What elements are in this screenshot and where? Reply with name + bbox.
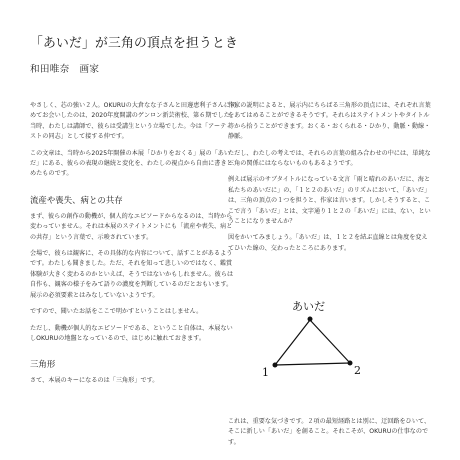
paragraph: 会場で、彼らは観客に、その具体的な内容について、話すことがあるようです。わたしも聞きました。ただ、それを知って悲しいのではなく、鑑賞体験が大きく変わるのかといえば、そうではないかもしれません。彼らは自作も、観客の様子をみて語りの濃度を判断しているのだとおもいます。展示の必須要素とはみなしていないようです。: [30, 250, 234, 299]
paragraph: さて、本展のキーになるのは「三角形」です。: [30, 377, 159, 385]
vertex-label-1: 1: [262, 366, 269, 379]
paragraph: やさしく、芯の強い２人。OKURUの大倉なな子さんと田邊恵利子さんに初めてお会いしたのは、2020年度開講のゲンロン新芸術校、第６期でした。当時、わたしは講師で、彼らは受講生という立場でした。今は「アーティストの同志」として接する仲です。: [30, 102, 237, 141]
vertex-label-aida: あいだ: [292, 300, 325, 313]
paragraph: 作家の説明によると、展示内にちらばる三角形の頂点には、それぞれ言葉をあてはめることができるそうです。それらはステイトメントやタイトル等から拾うことができます。おくる・おくられる・ひかり、動脈・動線・静脈。: [228, 102, 431, 141]
paragraph: これは、重要な気づきです。２項の最短経路とは別に、迂回路をひいて、そこに新しい「あいだ」を創ること。それこそが、OKURUの仕事なのです。: [228, 418, 431, 446]
paragraph: ただし、わたしの考えでは、それらの言葉の組み合わせの中には、単純な三角の関係にはならないものもあるようです。: [228, 149, 431, 168]
paragraph: この文章は、当時から2025年開催の本展「ひかりをおくる」展の「あいだ」にある、彼らの表現の継続と変化を、わたしの視点から自由に書きとめたものです。: [30, 149, 233, 178]
vertex-label-2: 2: [354, 364, 361, 377]
right-column-bottom: [228, 417, 433, 448]
paragraph: ただし、動機が個人的なエピソードである、ということ自体は、本展ないしOKURUの地盤となっているので、はじめに触れておきます。: [30, 324, 233, 342]
triangle-sketch: [250, 290, 370, 385]
paragraph: ですので、聞いたお話をここで明かすということはしません。: [30, 308, 203, 316]
section-heading-grief: 流産や喪失、病との共存: [30, 194, 123, 205]
paragraph: まず、彼らの創作の動機が、個人的なエピソードからなるのは、当時から変わっていません。それは本展のステイトメントにも「流産や喪失、病との共存」という言葉で、示唆されています。: [30, 212, 233, 241]
section-heading-triangle: 三角形: [30, 359, 56, 370]
triangle-diagram: [250, 290, 370, 385]
paragraph: 図をかいてみましょう。「あいだ」は、１と２を結ぶ直線とは角度を変えてひいた線の、交わったところにあります。: [228, 234, 428, 252]
paragraph: 例えば展示のサブタイトルになっている文言「雨と晴れのあいだに、海と私たちのあいだに」の、「１と２のあいだ」のリズムにおいて、「あいだ」は、三角の頂点の１つを担うと、作家は言います。しかしそうすると、ここで言う「あいだ」とは、文字通り１と２の「あいだ」には、ない、ということになりませんか？: [228, 176, 431, 226]
author-byline: 和田唯奈 画家: [30, 64, 100, 75]
right-column: [228, 101, 433, 254]
article-title: 「あいだ」が三角の頂点を担うとき: [30, 36, 238, 51]
left-column: [30, 101, 238, 387]
